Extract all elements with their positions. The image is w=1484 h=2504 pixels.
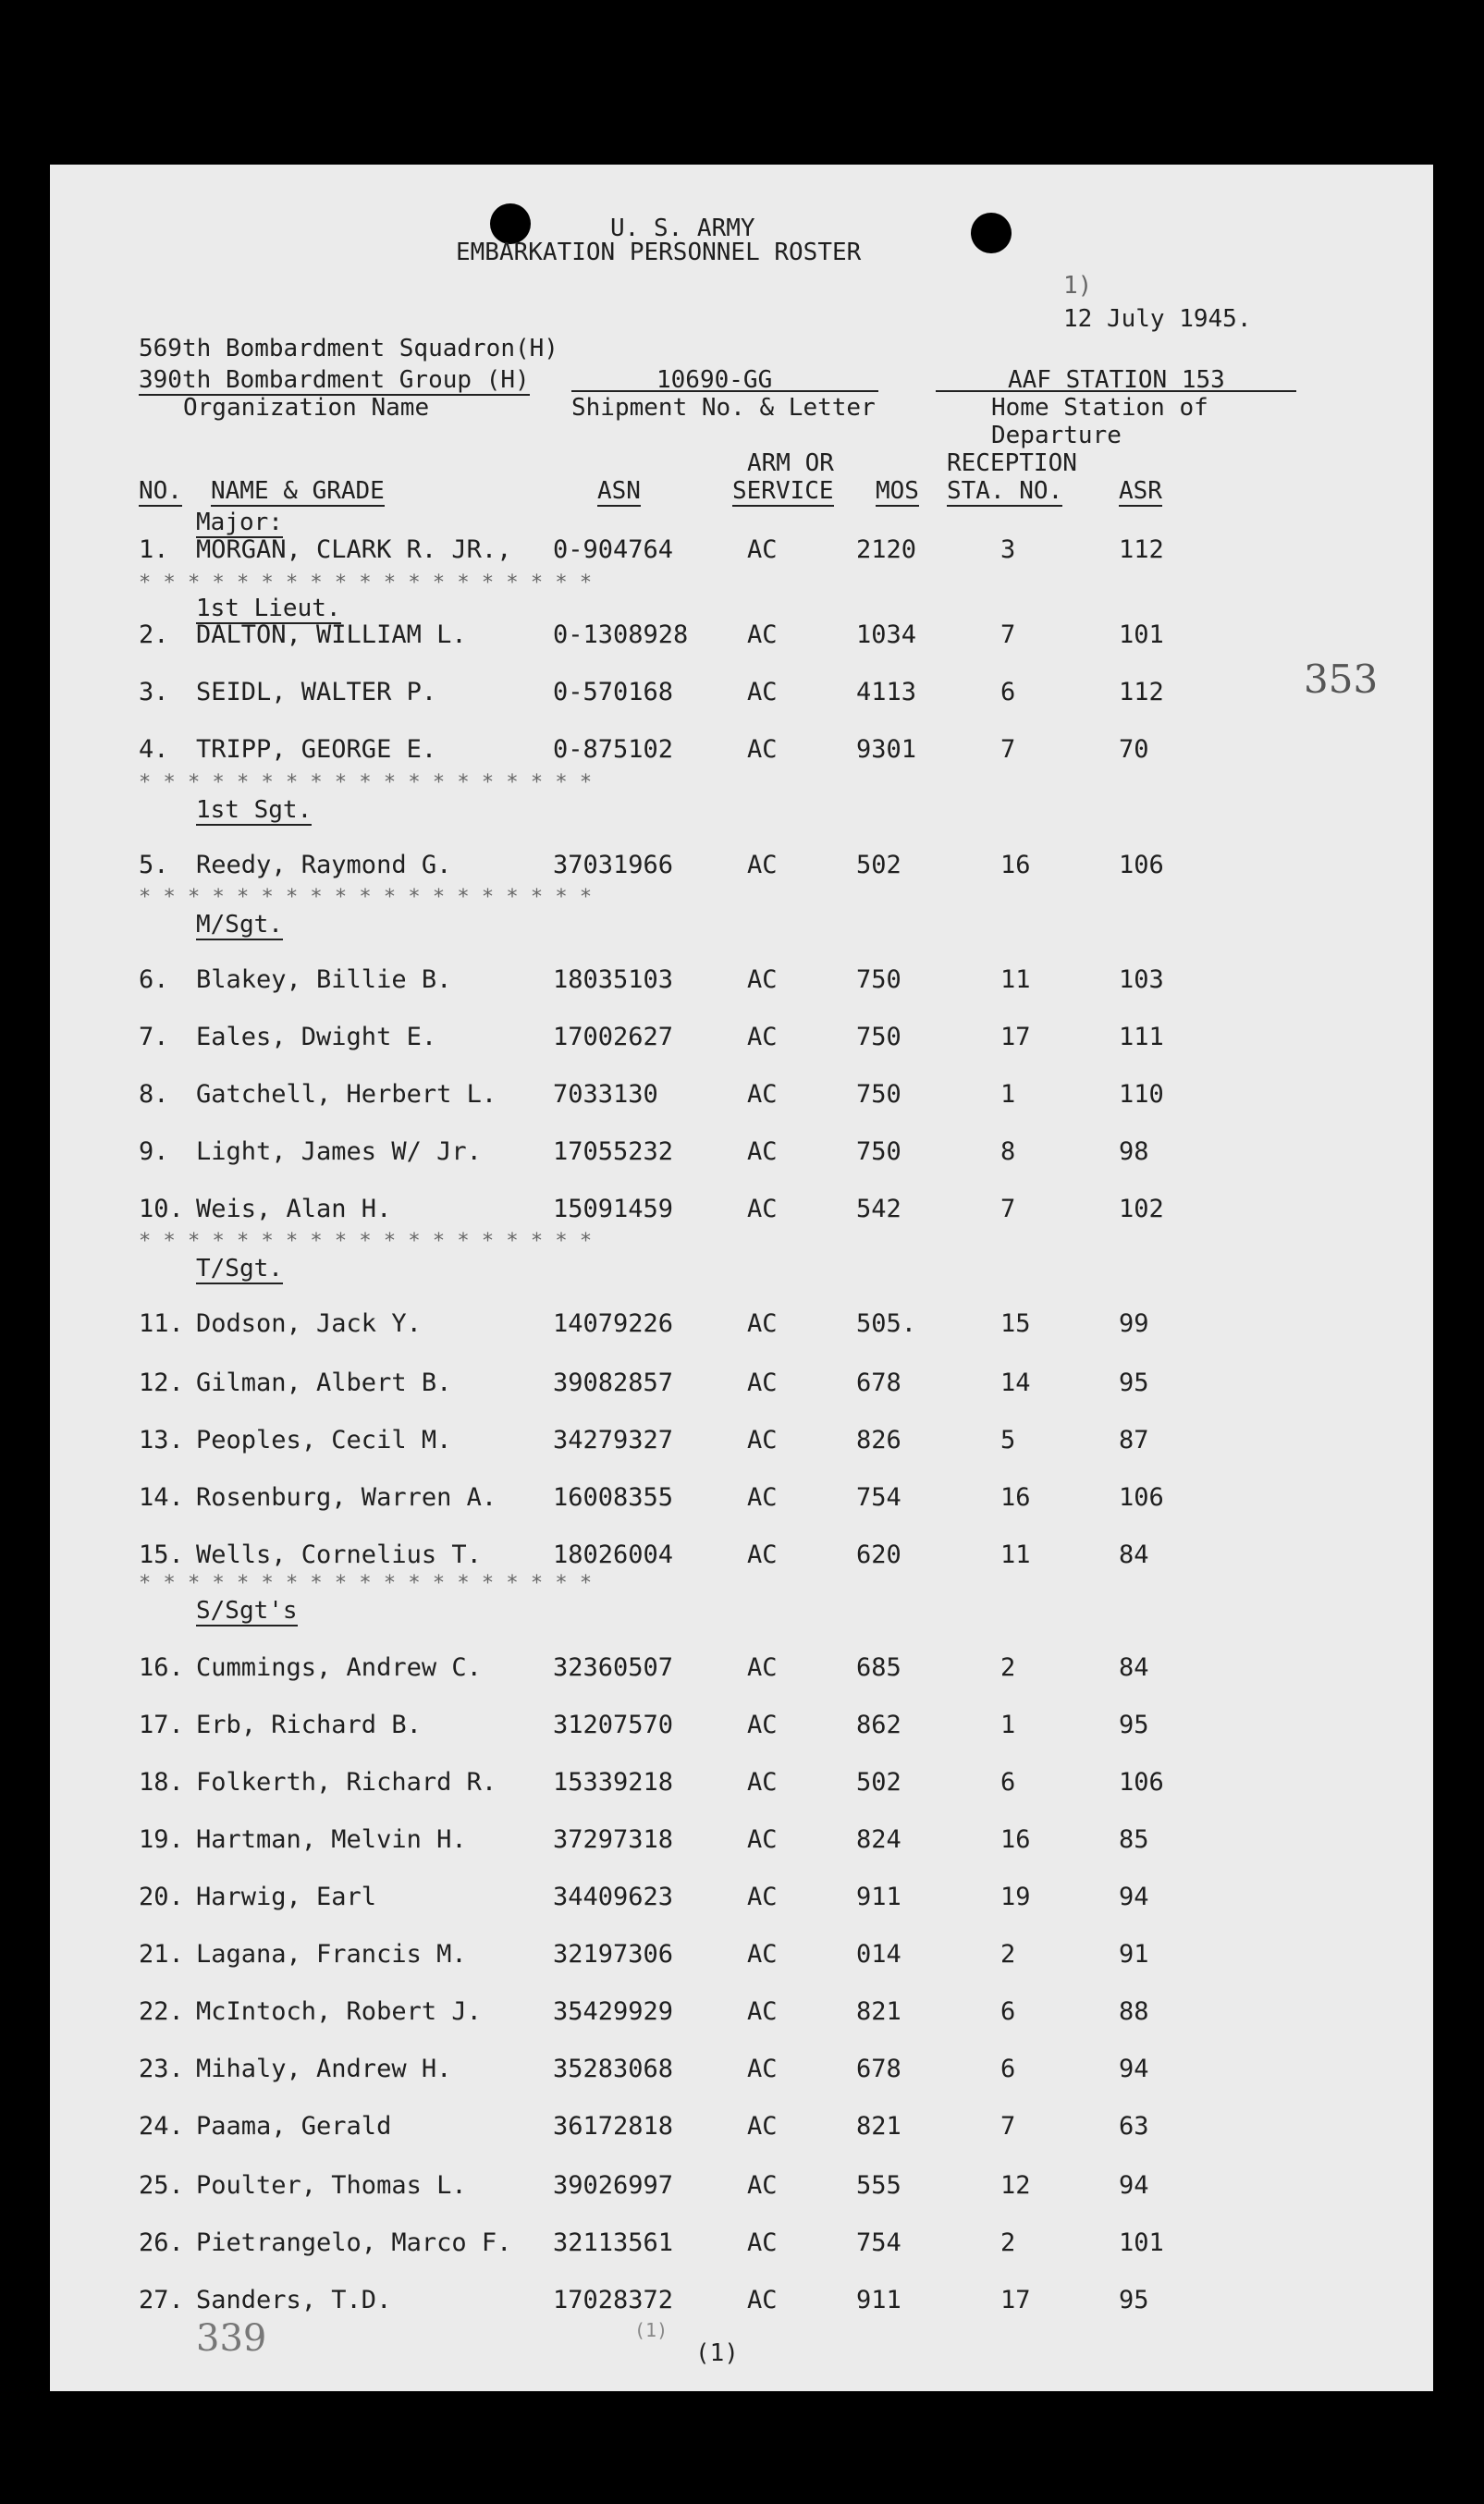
row-reception-sta: 7 (1000, 1195, 1016, 1223)
row-asr: 106 (1119, 851, 1164, 879)
row-arm-service: AC (747, 1195, 778, 1223)
row-asn: 17002627 (553, 1023, 674, 1051)
row-asr: 84 (1119, 1653, 1149, 1682)
org-line-2: 390th Bombardment Group (H) (139, 366, 530, 394)
shipment-value: 10690-GG (656, 366, 773, 394)
row-asr: 98 (1119, 1137, 1149, 1166)
row-asr: 91 (1119, 1940, 1149, 1969)
row-reception-sta: 11 (1000, 965, 1031, 994)
row-number: 14. (139, 1483, 184, 1512)
row-reception-sta: 16 (1000, 1483, 1031, 1512)
star-separator: * * * * * * * * * * * * * * * * * * * (139, 571, 593, 594)
row-mos: 678 (856, 1369, 901, 1397)
row-reception-sta: 2 (1000, 1653, 1016, 1682)
row-arm-service: AC (747, 1483, 778, 1512)
row-asr: 101 (1119, 2228, 1164, 2257)
star-separator: * * * * * * * * * * * * * * * * * * * (139, 1572, 593, 1594)
row-number: 12. (139, 1369, 184, 1397)
row-mos: 824 (856, 1825, 901, 1854)
row-number: 3. (139, 678, 169, 706)
grade-ssgt: S/Sgt's (196, 1597, 298, 1625)
row-asn: 35429929 (553, 1997, 674, 2026)
row-name: Rosenburg, Warren A. (196, 1483, 497, 1512)
row-arm-service: AC (747, 1825, 778, 1854)
row-mos: 750 (856, 965, 901, 994)
row-asn: 31207570 (553, 1711, 674, 1739)
col-arm-1: ARM OR (747, 449, 834, 477)
row-arm-service: AC (747, 2171, 778, 2200)
col-name-grade: NAME & GRADE (211, 477, 385, 505)
row-reception-sta: 2 (1000, 2228, 1016, 2257)
row-asn: 37031966 (553, 851, 674, 879)
star-separator: * * * * * * * * * * * * * * * * * * * (139, 886, 593, 908)
grade-major: Major: (196, 509, 283, 536)
title-line-1: U. S. ARMY (610, 215, 755, 242)
row-reception-sta: 16 (1000, 1825, 1031, 1854)
row-mos: 685 (856, 1653, 901, 1682)
row-number: 26. (139, 2228, 184, 2257)
row-asn: 7033130 (553, 1080, 658, 1109)
row-name: Folkerth, Richard R. (196, 1768, 497, 1797)
station-value: AAF STATION 153 (1008, 366, 1225, 394)
row-asr: 102 (1119, 1195, 1164, 1223)
row-asn: 18026004 (553, 1540, 674, 1569)
org-label: Organization Name (183, 394, 430, 422)
roster-date: 12 July 1945. (1063, 305, 1252, 333)
row-number: 16. (139, 1653, 184, 1682)
row-asr: 103 (1119, 965, 1164, 994)
row-arm-service: AC (747, 1883, 778, 1911)
row-name: Erb, Richard B. (196, 1711, 422, 1739)
row-arm-service: AC (747, 620, 778, 649)
row-asr: 95 (1119, 1711, 1149, 1739)
row-arm-service: AC (747, 851, 778, 879)
row-asn: 34279327 (553, 1426, 674, 1455)
row-name: Cummings, Andrew C. (196, 1653, 482, 1682)
row-asn: 32113561 (553, 2228, 674, 2257)
row-asn: 15339218 (553, 1768, 674, 1797)
handwritten-number: 339 (196, 2317, 267, 2360)
row-asn: 18035103 (553, 965, 674, 994)
row-asr: 88 (1119, 1997, 1149, 2026)
row-reception-sta: 1 (1000, 1711, 1016, 1739)
row-reception-sta: 12 (1000, 2171, 1031, 2200)
row-reception-sta: 14 (1000, 1369, 1031, 1397)
row-asn: 0-875102 (553, 735, 674, 764)
row-mos: 9301 (856, 735, 917, 764)
org-line-1: 569th Bombardment Squadron(H) (139, 335, 558, 362)
row-mos: 620 (856, 1540, 901, 1569)
row-arm-service: AC (747, 1711, 778, 1739)
row-reception-sta: 11 (1000, 1540, 1031, 1569)
row-asr: 106 (1119, 1483, 1164, 1512)
row-number: 23. (139, 2055, 184, 2083)
row-asr: 70 (1119, 735, 1149, 764)
row-asr: 99 (1119, 1309, 1149, 1338)
title-line-2: EMBARKATION PERSONNEL ROSTER (456, 239, 862, 266)
row-arm-service: AC (747, 2112, 778, 2141)
row-asn: 39082857 (553, 1369, 674, 1397)
row-number: 6. (139, 965, 169, 994)
row-mos: 750 (856, 1080, 901, 1109)
row-number: 2. (139, 620, 169, 649)
row-name: TRIPP, GEORGE E. (196, 735, 437, 764)
row-name: Harwig, Earl (196, 1883, 377, 1911)
row-reception-sta: 16 (1000, 851, 1031, 879)
row-arm-service: AC (747, 1940, 778, 1969)
row-mos: 542 (856, 1195, 901, 1223)
shipment-label: Shipment No. & Letter (571, 394, 876, 422)
row-arm-service: AC (747, 965, 778, 994)
row-number: 11. (139, 1309, 184, 1338)
row-name: Eales, Dwight E. (196, 1023, 437, 1051)
row-number: 27. (139, 2286, 184, 2314)
row-mos: 4113 (856, 678, 917, 706)
row-arm-service: AC (747, 1369, 778, 1397)
row-arm-service: AC (747, 535, 778, 564)
row-asn: 35283068 (553, 2055, 674, 2083)
row-name: MORGAN, CLARK R. JR., (196, 535, 512, 564)
row-mos: 821 (856, 1997, 901, 2026)
row-number: 15. (139, 1540, 184, 1569)
col-no: NO. (139, 477, 182, 505)
row-asr: 95 (1119, 1369, 1149, 1397)
station-label-1: Home Station of (991, 394, 1208, 422)
row-asn: 0-904764 (553, 535, 674, 564)
row-mos: 862 (856, 1711, 901, 1739)
row-arm-service: AC (747, 1426, 778, 1455)
row-reception-sta: 3 (1000, 535, 1016, 564)
col-reception-1: RECEPTION (947, 449, 1077, 477)
row-asn: 0-1308928 (553, 620, 689, 649)
row-name: Lagana, Francis M. (196, 1940, 467, 1969)
row-number: 13. (139, 1426, 184, 1455)
row-mos: 750 (856, 1137, 901, 1166)
page-number: (1) (695, 2339, 739, 2367)
row-reception-sta: 15 (1000, 1309, 1031, 1338)
row-reception-sta: 7 (1000, 2112, 1016, 2141)
row-number: 19. (139, 1825, 184, 1854)
row-arm-service: AC (747, 2228, 778, 2257)
date-mark: 1) (1063, 272, 1093, 300)
side-note: 353 (1304, 657, 1379, 702)
row-arm-service: AC (747, 1023, 778, 1051)
row-asn: 14079226 (553, 1309, 674, 1338)
row-number: 9. (139, 1137, 169, 1166)
row-asr: 94 (1119, 1883, 1149, 1911)
row-reception-sta: 2 (1000, 1940, 1016, 1969)
row-number: 21. (139, 1940, 184, 1969)
col-arm-2: SERVICE (732, 477, 834, 505)
row-number: 10. (139, 1195, 184, 1223)
punch-hole-right (971, 213, 1012, 253)
row-number: 18. (139, 1768, 184, 1797)
row-name: Peoples, Cecil M. (196, 1426, 452, 1455)
row-mos: 754 (856, 1483, 901, 1512)
row-asr: 112 (1119, 678, 1164, 706)
row-arm-service: AC (747, 1137, 778, 1166)
row-asr: 111 (1119, 1023, 1164, 1051)
row-name: Paama, Gerald (196, 2112, 392, 2141)
row-reception-sta: 6 (1000, 678, 1016, 706)
station-label-2: Departure (991, 422, 1122, 449)
row-mos: 555 (856, 2171, 901, 2200)
row-asr: 94 (1119, 2171, 1149, 2200)
row-mos: 750 (856, 1023, 901, 1051)
row-number: 5. (139, 851, 169, 879)
row-reception-sta: 17 (1000, 1023, 1031, 1051)
row-mos: 505. (856, 1309, 917, 1338)
row-mos: 821 (856, 2112, 901, 2141)
row-mos: 502 (856, 1768, 901, 1797)
row-asr: 63 (1119, 2112, 1149, 2141)
row-name: Gatchell, Herbert L. (196, 1080, 497, 1109)
row-asn: 32360507 (553, 1653, 674, 1682)
row-reception-sta: 7 (1000, 620, 1016, 649)
row-asr: 87 (1119, 1426, 1149, 1455)
row-mos: 911 (856, 1883, 901, 1911)
row-name: Dodson, Jack Y. (196, 1309, 422, 1338)
row-name: SEIDL, WALTER P. (196, 678, 437, 706)
row-asn: 17028372 (553, 2286, 674, 2314)
row-name: Sanders, T.D. (196, 2286, 392, 2314)
col-reception-2: STA. NO. (947, 477, 1063, 505)
row-mos: 754 (856, 2228, 901, 2257)
row-name: Blakey, Billie B. (196, 965, 452, 994)
row-number: 17. (139, 1711, 184, 1739)
row-asr: 106 (1119, 1768, 1164, 1797)
row-arm-service: AC (747, 678, 778, 706)
row-mos: 014 (856, 1940, 901, 1969)
grade-tsgt: T/Sgt. (196, 1255, 283, 1283)
row-arm-service: AC (747, 735, 778, 764)
row-arm-service: AC (747, 1540, 778, 1569)
star-separator: * * * * * * * * * * * * * * * * * * * (139, 1230, 593, 1252)
row-number: 1. (139, 535, 169, 564)
row-asr: 84 (1119, 1540, 1149, 1569)
row-arm-service: AC (747, 1997, 778, 2026)
row-reception-sta: 8 (1000, 1137, 1016, 1166)
row-asn: 36172818 (553, 2112, 674, 2141)
col-mos: MOS (876, 477, 919, 505)
row-asr: 85 (1119, 1825, 1149, 1854)
row-asr: 95 (1119, 2286, 1149, 2314)
row-mos: 911 (856, 2286, 901, 2314)
row-asn: 34409623 (553, 1883, 674, 1911)
row-name: Hartman, Melvin H. (196, 1825, 467, 1854)
grade-1st-sgt: 1st Sgt. (196, 796, 313, 824)
row-reception-sta: 5 (1000, 1426, 1016, 1455)
row-asn: 39026997 (553, 2171, 674, 2200)
star-separator: * * * * * * * * * * * * * * * * * * * (139, 771, 593, 793)
row-number: 20. (139, 1883, 184, 1911)
row-name: Mihaly, Andrew H. (196, 2055, 452, 2083)
row-reception-sta: 7 (1000, 735, 1016, 764)
row-arm-service: AC (747, 1309, 778, 1338)
row-asn: 37297318 (553, 1825, 674, 1854)
row-asr: 94 (1119, 2055, 1149, 2083)
row-name: Poulter, Thomas L. (196, 2171, 467, 2200)
row-mos: 502 (856, 851, 901, 879)
row-asn: 16008355 (553, 1483, 674, 1512)
row-name: McIntoch, Robert J. (196, 1997, 482, 2026)
row-number: 25. (139, 2171, 184, 2200)
grade-msgt: M/Sgt. (196, 911, 283, 939)
row-name: Gilman, Albert B. (196, 1369, 452, 1397)
row-number: 22. (139, 1997, 184, 2026)
row-number: 7. (139, 1023, 169, 1051)
row-name: DALTON, WILLIAM L. (196, 620, 467, 649)
row-asr: 112 (1119, 535, 1164, 564)
row-name: Reedy, Raymond G. (196, 851, 452, 879)
grade-1st-lieut: 1st Lieut. (196, 595, 341, 622)
row-asn: 15091459 (553, 1195, 674, 1223)
row-asn: 0-570168 (553, 678, 674, 706)
row-asr: 110 (1119, 1080, 1164, 1109)
row-name: Wells, Cornelius T. (196, 1540, 482, 1569)
row-reception-sta: 6 (1000, 1768, 1016, 1797)
row-asr: 101 (1119, 620, 1164, 649)
row-mos: 826 (856, 1426, 901, 1455)
row-name: Pietrangelo, Marco F. (196, 2228, 512, 2257)
row-number: 24. (139, 2112, 184, 2141)
row-reception-sta: 6 (1000, 1997, 1016, 2026)
row-asn: 32197306 (553, 1940, 674, 1969)
row-mos: 2120 (856, 535, 917, 564)
row-arm-service: AC (747, 2286, 778, 2314)
row-reception-sta: 1 (1000, 1080, 1016, 1109)
row-reception-sta: 19 (1000, 1883, 1031, 1911)
row-name: Weis, Alan H. (196, 1195, 392, 1223)
row-mos: 678 (856, 2055, 901, 2083)
col-asr: ASR (1119, 477, 1162, 505)
faint-page-mark: (1) (634, 2319, 668, 2341)
row-reception-sta: 6 (1000, 2055, 1016, 2083)
row-mos: 1034 (856, 620, 917, 649)
row-arm-service: AC (747, 1080, 778, 1109)
row-arm-service: AC (747, 1768, 778, 1797)
row-arm-service: AC (747, 2055, 778, 2083)
row-number: 8. (139, 1080, 169, 1109)
row-number: 4. (139, 735, 169, 764)
row-asn: 17055232 (553, 1137, 674, 1166)
row-name: Light, James W/ Jr. (196, 1137, 482, 1166)
row-arm-service: AC (747, 1653, 778, 1682)
col-asn: ASN (597, 477, 641, 505)
row-reception-sta: 17 (1000, 2286, 1031, 2314)
